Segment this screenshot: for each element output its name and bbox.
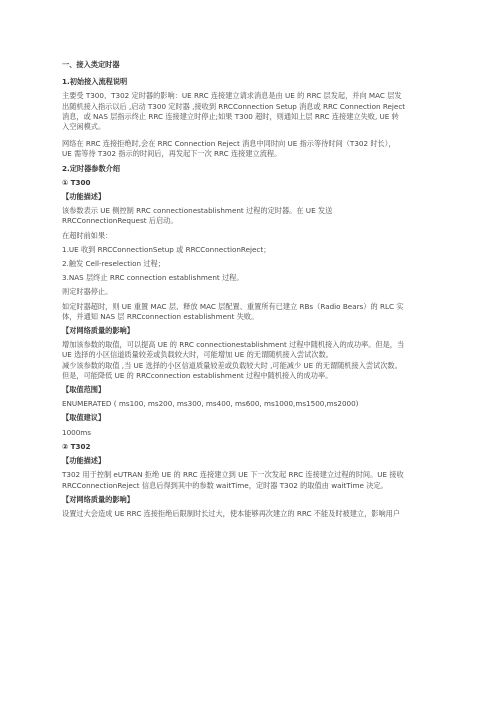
list-item: 1.UE 收到 RRCConnectionSetup 或 RRCConnectionReject； (62, 244, 271, 254)
text-line: RRCConnectionRequest 后启动。 (62, 216, 178, 226)
t302-title: ② T302 (62, 441, 91, 451)
text-line: 设置过大会造成 UE RRC 连接拒绝后限制时长过大，使本能够再次建立的 RRC 不能及时被建立，影响用户 (62, 508, 401, 518)
text-line: 网络在 RRC 连接拒绝时,会在 RRC Connection Reject 消息中同时向 UE 指示等待时间（T302 时长）， (62, 139, 396, 149)
text-line: 入空闲模式。 (62, 122, 106, 132)
t302-impact-label: 【对网络质量的影响】 (62, 494, 134, 504)
subsection-heading: 1.初始接入流程说明 (62, 77, 128, 87)
text-line: RRCConnectionReject 信息后得到其中的参数 waitTime，定时器 T302 的取值由 waitTime 决定。 (62, 480, 388, 490)
section-heading: 一、接入类定时器 (62, 60, 120, 69)
t300-title: ① T300 (62, 177, 91, 187)
list-item: 2.触发 Cell-reselection 过程； (62, 259, 165, 269)
t300-impact-label: 【对网络质量的影响】 (62, 326, 134, 336)
t300-advice-label: 【取值建议】 (62, 413, 106, 423)
paragraph-reject (62, 139, 442, 159)
text-line: 该参数表示 UE 侧控制 RRC connectionestablishment 过程的定时器。在 UE 发送 (62, 206, 333, 216)
text-line: 但是，可能降低 UE 的 RRCconnection establishment 过程中随机接入的成功率。 (62, 370, 333, 380)
text-line: 消息，或 NAS 层指示终止 RRC 连接建立时停止;如果 T300 超时，则通知上层 RRC 连接建立失败, UE 转 (62, 111, 399, 121)
subsection-heading: 2.定时器参数介绍 (62, 163, 121, 173)
paragraph-intro (62, 91, 442, 132)
t300-advice-value: 1000ms (62, 427, 92, 437)
t300-func-label: 【功能描述】 (62, 192, 106, 202)
text-line: 则定时器停止。 (62, 287, 113, 297)
text-line: T302 用于控制 eUTRAN 拒绝 UE 的 RRC 连接建立到 UE 下一次发起 RRC 连接建立过程的时间。UE 接收 (62, 470, 404, 480)
t300-range-label: 【取值范围】 (62, 385, 106, 395)
text-line: 在超时前如果： (62, 230, 113, 240)
text-line: 增加该参数的取值，可以提高 UE 的 RRC connectionestablishment 过程中随机接入的成功率。但是，当 (62, 340, 405, 350)
t300-range-value: ENUMERATED ( ms100, ms200, ms300, ms400, ms600, ms1000,ms1500,ms2000) (62, 399, 359, 409)
list-item: 3.NAS 层终止 RRC connection establishment 过程。 (62, 273, 244, 283)
text-line: 出随机接入指示以后 ,启动 T300 定时器 ,接收到 RRCConnection Setup 消息或 RRC Connection Reject (62, 101, 406, 111)
text-line: 主要受 T300、T302 定时器的影响：UE RRC 连接建立请求消息是由 UE 的 RRC 层发起，并向 MAC 层发 (62, 91, 402, 101)
text-line: UE 需等待 T302 指示的时间后，再发起下一次 RRC 连接建立流程。 (62, 149, 282, 159)
document-page (62, 60, 442, 519)
text-line: 如定时器超时，则 UE 重置 MAC 层、释放 MAC 层配置、重置所有已建立 RBs（Radio Bears）的 RLC 实 (62, 301, 404, 311)
t302-func-label: 【功能描述】 (62, 456, 106, 466)
text-line: UE 选择的小区信道质量较差或负载较大时，可能增加 UE 的无谓随机接入尝试次数。 (62, 350, 333, 360)
text-line: 体，并通知 NAS 层 RRCconnection establishment 失败。 (62, 311, 259, 321)
text-line: 减少该参数的取值 ,当 UE 选择的小区信道质量较差或负载较大时 ,可能减少 UE 的无谓随机接入尝试次数。 (62, 360, 402, 370)
